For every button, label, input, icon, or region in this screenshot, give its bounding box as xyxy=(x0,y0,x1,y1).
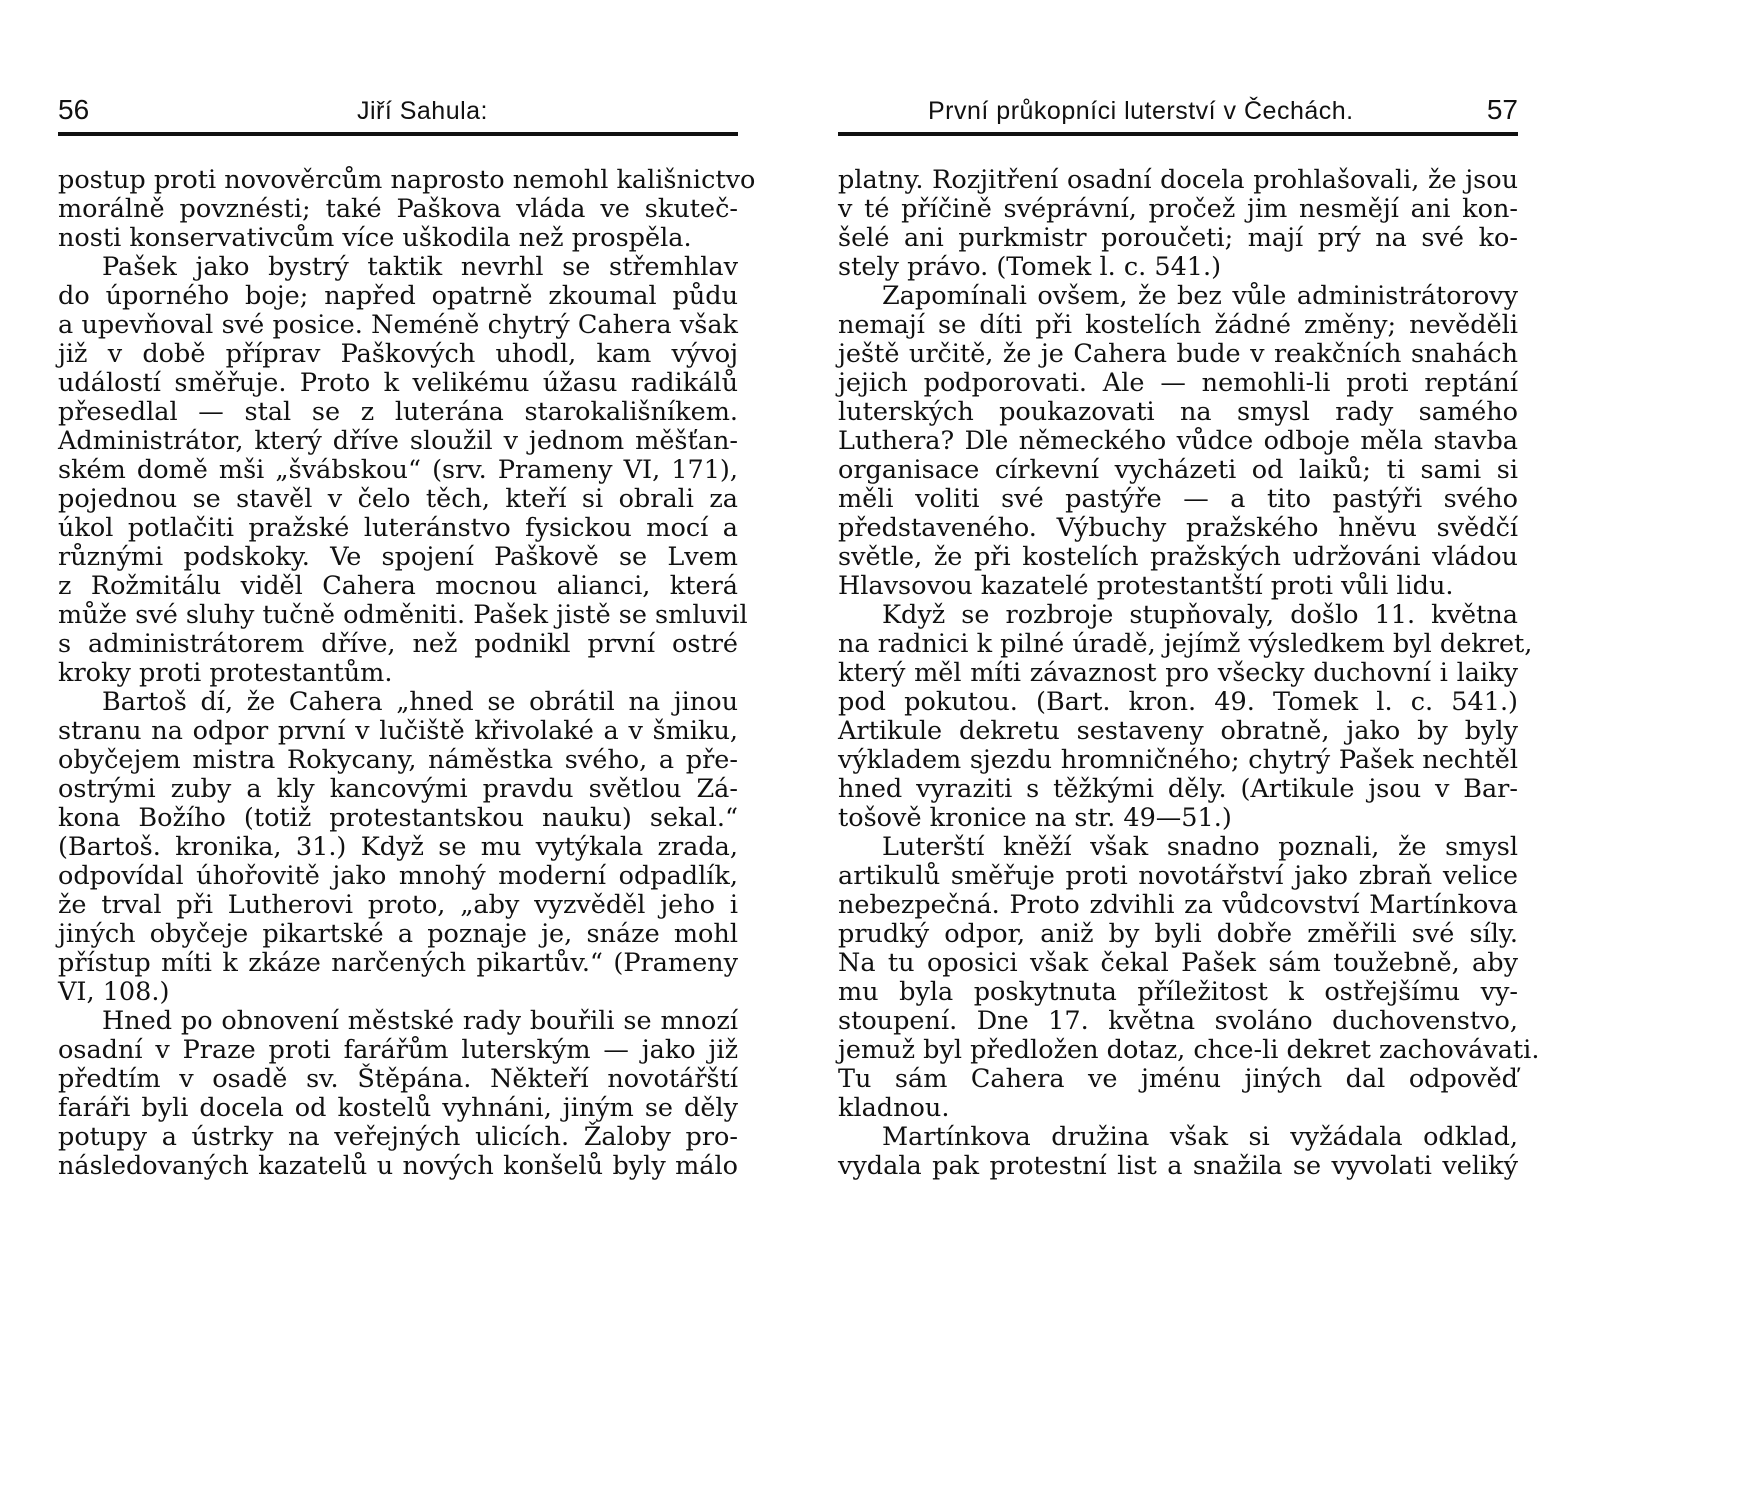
right-page-header xyxy=(838,88,1518,136)
text-line: luterských poukazovati na smysl rady samého xyxy=(838,397,1518,427)
text-line: představeného. Výbuchy pražského hněvu svědčí xyxy=(838,513,1518,543)
text-line: že trval při Lutherovi proto, „aby vyzvěděl jeho i xyxy=(58,890,738,920)
page-number: 57 xyxy=(1486,94,1518,125)
text-line: Administrátor, který dříve sloužil v jednom měšťan- xyxy=(58,426,738,456)
text-line: Artikule dekretu sestaveny obratně, jako by byly xyxy=(838,716,1518,746)
text-line: odpovídal úhořovitě jako mnohý moderní odpadlík, xyxy=(58,861,738,891)
text-line: na radnici k pilné úradě, jejímž výsledkem byl dekret, xyxy=(838,629,1533,659)
left-page-body xyxy=(58,165,756,1181)
text-line: kona Božího (totiž protestantskou nauku) sekal.“ xyxy=(58,803,738,833)
running-head: Jiří Sahula: xyxy=(356,97,488,125)
text-line: nosti konservativcům více uškodila než prospěla. xyxy=(58,223,692,253)
text-line: událostí směřuje. Proto k velikému úžasu radikálů xyxy=(58,368,738,398)
text-line: Luterští kněží však snadno poznali, že smysl xyxy=(882,832,1518,862)
text-line: platny. Rozjitření osadní docela prohlašovali, že jsou xyxy=(838,165,1518,195)
text-line: kroky proti protestantům. xyxy=(58,658,393,688)
text-line: úkol potlačiti pražské luteránstvo fysickou mocí a xyxy=(58,513,738,543)
text-line: nemají se díti při kostelích žádné změny; nevěděli xyxy=(838,310,1518,340)
text-line: z Rožmitálu viděl Cahera mocnou alianci, která xyxy=(58,571,738,601)
text-line: Hned po obnovení městské rady bouřili se mnozí xyxy=(102,1006,738,1036)
text-line: Zapomínali ovšem, že bez vůle administrátorovy xyxy=(882,281,1518,311)
text-line: následovaných kazatelů u nových konšelů byly málo xyxy=(58,1151,738,1181)
right-page xyxy=(838,88,1540,1181)
text-line: různými podskoky. Ve spojení Paškově se Lvem xyxy=(58,542,738,572)
text-line: Luthera? Dle německého vůdce odboje měla stavba xyxy=(838,426,1518,456)
text-line: Když se rozbroje stupňovaly, došlo 11. května xyxy=(882,600,1518,630)
text-line: stranu na odpor první v lučiště křivolaké a v šmiku, xyxy=(58,716,738,746)
text-line: a upevňoval své posice. Neméně chytrý Cahera však xyxy=(58,310,738,340)
text-line: stely právo. (Tomek l. c. 541.) xyxy=(838,252,1222,282)
text-line: Hlavsovou kazatelé protestantští proti vůli lidu. xyxy=(838,571,1454,601)
text-line: s administrátorem dříve, než podnikl první ostré xyxy=(58,629,738,659)
text-line: pod pokutou. (Bart. kron. 49. Tomek l. c. 541.) xyxy=(838,687,1518,717)
right-page-body xyxy=(838,165,1540,1181)
text-line: ještě určitě, že je Cahera bude v reakčních snahách xyxy=(838,339,1518,369)
text-line: faráři byli docela od kostelů vyhnáni, jiným se děly xyxy=(58,1093,738,1123)
text-line: může své sluhy tučně odměniti. Pašek jistě se smluvil xyxy=(58,600,748,630)
text-line: vydala pak protestní list a snažila se vyvolati veliký xyxy=(838,1151,1518,1181)
left-page xyxy=(58,88,756,1181)
text-line: ském domě mši „švábskou“ (srv. Prameny VI, 171), xyxy=(58,455,738,485)
text-line: obyčejem mistra Rokycany, náměstka svého, a pře- xyxy=(58,745,738,775)
text-line: ostrými zuby a kly kancovými pravdu světlou Zá- xyxy=(58,774,738,804)
text-line: Pašek jako bystrý taktik nevrhl se střemhlav xyxy=(102,252,738,282)
text-line: artikulů směřuje proti novotářství jako zbraň velice xyxy=(838,861,1518,891)
text-line: tošově kronice na str. 49—51.) xyxy=(838,803,1232,833)
text-line: v té příčině svéprávní, pročež jim nesmějí ani kon- xyxy=(838,194,1518,224)
text-line: Bartoš dí, že Cahera „hned se obrátil na jinou xyxy=(102,687,738,717)
text-line: přesedlal — stal se z luterána starokališníkem. xyxy=(58,397,738,427)
text-line: prudký odpor, aniž by byli dobře změřili své síly. xyxy=(838,919,1518,949)
text-line: pojednou se stavěl v čelo těch, kteří si obrali za xyxy=(58,484,738,514)
text-line: organisace církevní vycházeti od laiků; ti sami si xyxy=(838,455,1518,485)
text-line: (Bartoš. kronika, 31.) Když se mu vytýkala zrada, xyxy=(58,832,738,862)
running-head: První průkopníci luterství v Čechách. xyxy=(928,97,1354,125)
text-line: měli voliti své pastýře — a tito pastýři svého xyxy=(838,484,1518,514)
text-line: který měl míti závaznost pro všecky duchovní i laiky xyxy=(838,658,1518,688)
text-line: světle, že při kostelích pražských udržováni vládou xyxy=(838,542,1518,572)
text-line: nebezpečná. Proto zdvihli za vůdcovství Martínkova xyxy=(838,890,1518,920)
text-line: morálně povznésti; také Paškova vláda ve skuteč- xyxy=(58,194,738,224)
text-line: VI, 108.) xyxy=(58,977,170,1007)
text-line: stoupení. Dne 17. května svoláno duchovenstvo, xyxy=(838,1006,1518,1036)
text-line: postup proti novověrcům naprosto nemohl kališnictvo xyxy=(58,165,756,195)
left-page-header xyxy=(58,88,738,136)
text-line: výkladem sjezdu hromničného; chytrý Pašek nechtěl xyxy=(838,745,1518,775)
text-line: již v době příprav Paškových uhodl, kam vývoj xyxy=(58,339,738,369)
text-line: jemuž byl předložen dotaz, chce-li dekret zachovávati. xyxy=(838,1035,1540,1065)
text-line: do úporného boje; napřed opatrně zkoumal půdu xyxy=(58,281,738,311)
text-line: potupy a ústrky na veřejných ulicích. Žaloby pro- xyxy=(58,1122,738,1152)
text-line: Tu sám Cahera ve jménu jiných dal odpověď xyxy=(838,1064,1518,1094)
text-line: šelé ani purkmistr poroučeti; mají prý na své ko- xyxy=(838,223,1518,253)
page-number: 56 xyxy=(58,94,90,125)
text-line: osadní v Praze proti farářům luterským — jako již xyxy=(58,1035,738,1065)
text-line: předtím v osadě sv. Štěpána. Někteří novotářští xyxy=(58,1064,738,1094)
text-line: jiných obyčeje pikartské a poznaje je, snáze mohl xyxy=(58,919,738,949)
text-line: hned vyraziti s těžkými děly. (Artikule jsou v Bar- xyxy=(838,774,1518,804)
text-line: kladnou. xyxy=(838,1093,950,1123)
text-line: Na tu oposici však čekal Pašek sám toužebně, aby xyxy=(838,948,1518,978)
text-line: jejich podporovati. Ale — nemohli-li proti reptání xyxy=(838,368,1518,398)
text-line: přístup míti k zkáze narčených pikartův.“ (Prameny xyxy=(58,948,738,978)
text-line: mu byla poskytnuta příležitost k ostřejšímu vy- xyxy=(838,977,1518,1007)
text-line: Martínkova družina však si vyžádala odklad, xyxy=(882,1122,1518,1152)
